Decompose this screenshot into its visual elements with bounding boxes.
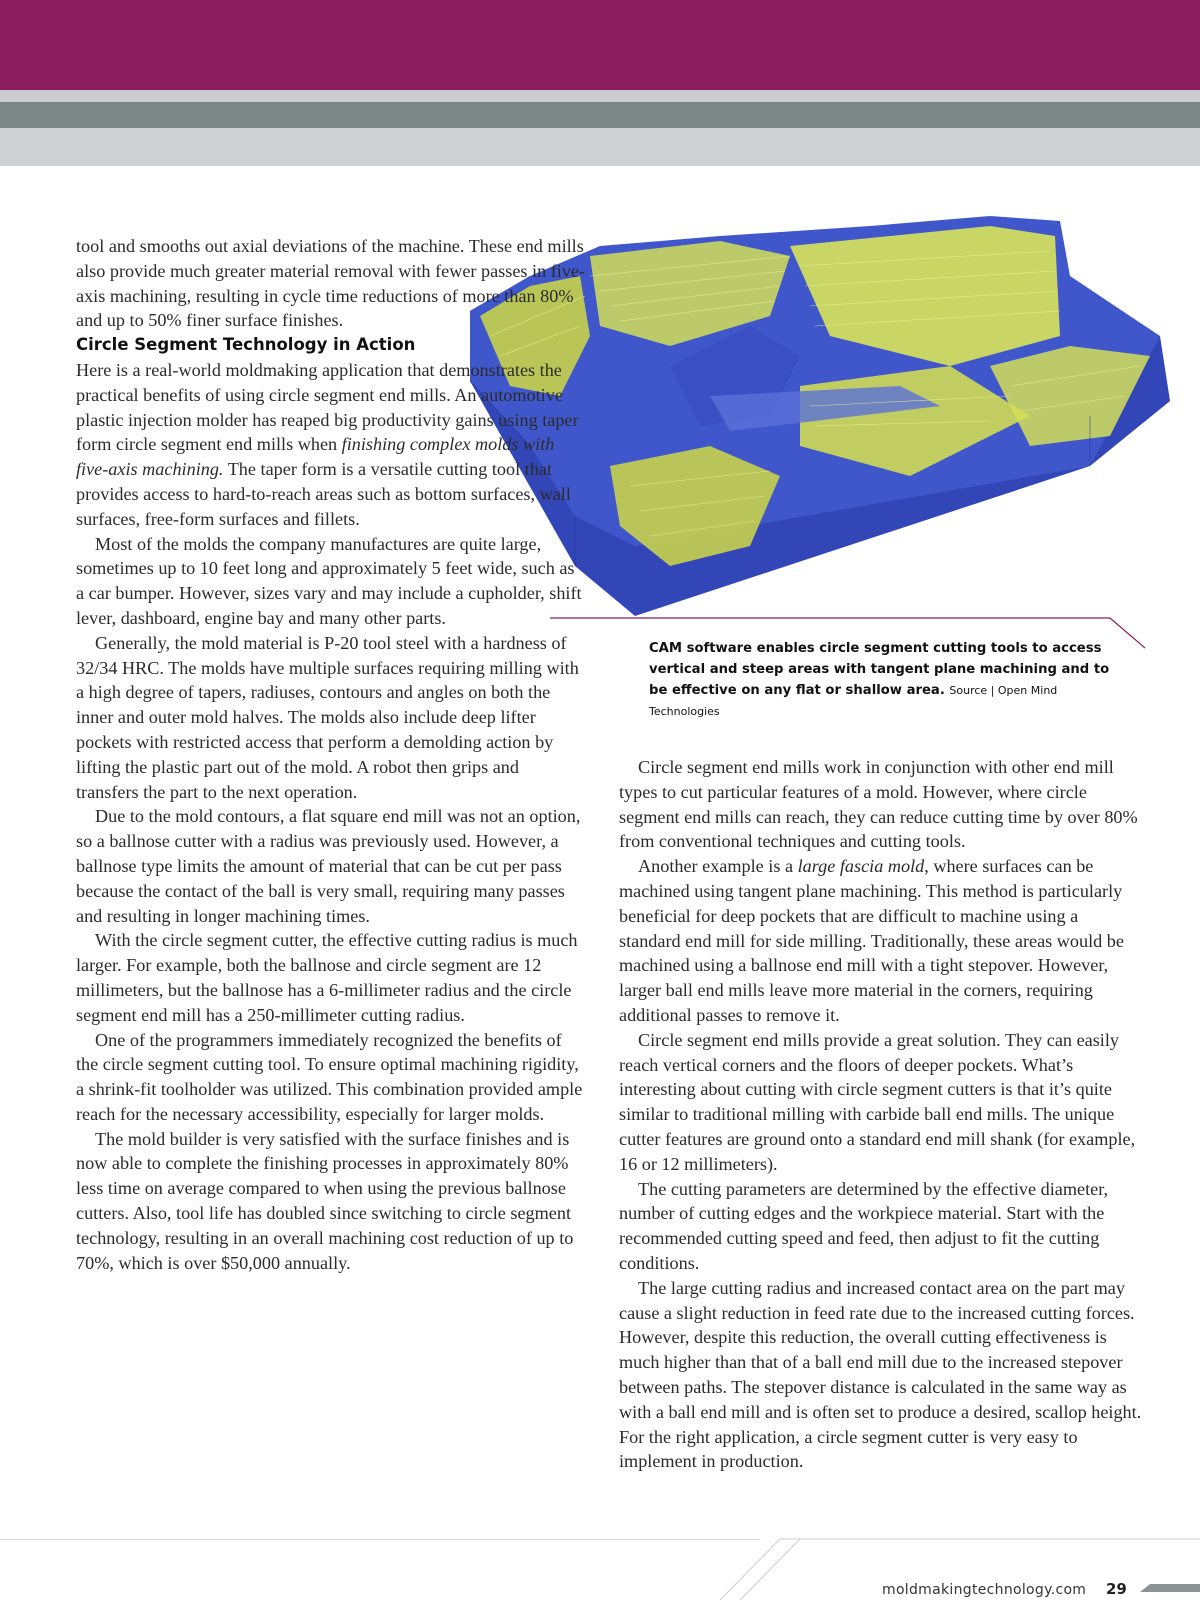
text-run: Another example is a xyxy=(638,856,798,877)
paragraph: With the circle segment cutter, the effective cutting radius is much larger. For example, both the ballnose and circle segment are 12 millimeters, but the ballnose has a 6-millimeter radius and the circle segment end mill has a 250-millimeter cutting radius. xyxy=(76,930,578,1025)
footer-rule xyxy=(0,1539,760,1540)
paragraph: One of the programmers immediately recognized the benefits of the circle segment cutting tool. To ensure optimal machining rigidity, a shrink-fit toolholder was utilized. This combination provided ample reach for the necessary accessibility, especially for larger molds. xyxy=(76,1029,583,1124)
paragraph xyxy=(619,854,1144,1028)
paragraph xyxy=(76,358,586,532)
section-heading: Circle Segment Technology in Action xyxy=(76,335,416,355)
italic-link-text: large fascia mold xyxy=(797,856,925,877)
page-number: 29 xyxy=(1106,1580,1127,1598)
figure-caption xyxy=(649,638,1129,722)
paragraph: Generally, the mold material is P-20 tool steel with a hardness of 32/34 HRC. The molds have multiple surfaces requiring milling with a high degree of tapers, radiuses, contours and angles on both the inner and outer mold halves. The molds also include deep lifter pockets with restricted access that perform a demolding action by lifting the plastic part out of the mold. A robot then grips and transfers the part to the next operation. xyxy=(76,632,579,802)
header-band-gray xyxy=(0,102,1200,128)
text-run: Here is a real-world moldmaking application that demonstrates the practical benefits of using circle segment end mills. An automotive plastic injection molder has reaped big productivity gains using taper form circle segment end mills when xyxy=(76,359,579,455)
caption-source: Source | Open Mind Technologies xyxy=(649,684,1058,718)
paragraph: The mold builder is very satisfied with the surface finishes and is now able to complete the finishing processes in approximately 80% less time on average compared to when using the previous ballnose cutters. Also, tool life has doubled since switching to circle segment technology, resulting in an overall machining cost reduction of up to 70%, which is over $50,000 annually. xyxy=(76,1128,574,1273)
paragraph: Most of the molds the company manufactures are quite large, sometimes up to 10 feet long and approximately 5 feet wide, such as a car bumper. However, sizes vary and may include a cupholder, shift lever, dashboard, engine bay and many other parts. xyxy=(76,533,582,628)
header-band-magenta xyxy=(0,0,1200,90)
left-column xyxy=(76,234,586,1275)
paragraph: Circle segment end mills work in conjunction with other end mill types to cut particular features of a mold. However, where circle segment end mills can reach, they can reduce cutting time by over 80% from conventional techniques and cutting tools. xyxy=(619,757,1138,852)
paragraph: The cutting parameters are determined by the effective diameter, number of cutting edges and the workpiece material. Start with the recommended cutting speed and feed, then adjust to fit the cutting conditions. xyxy=(619,1178,1109,1273)
italic-link-text: finishing complex molds with five-axis machining. xyxy=(76,434,555,480)
paragraph: tool and smooths out axial deviations of the machine. These end mills also provide much greater material removal with fewer passes in five-axis machining, resulting in cycle time reductions of more than 80% and up to 50% finer surface finishes. xyxy=(76,236,586,331)
paragraph: Due to the mold contours, a flat square end mill was not an option, so a ballnose cutter with a radius was previously used. However, a ballnose type limits the amount of material that can be cut per pass because the contact of the ball is very small, requiring many passes and resulting in longer machining times. xyxy=(76,806,581,926)
footer-website: moldmakingtechnology.com xyxy=(882,1582,1087,1598)
paragraph: Circle segment end mills provide a great solution. They can easily reach vertical corners and the floors of deeper pockets. What’s interesting about cutting with circle segment cutters is that it’s quite similar to traditional milling with carbide ball end mills. The unique cutter features are ground onto a standard end mill shank (for example, 16 or 12 millimeters). xyxy=(619,1029,1136,1174)
right-column xyxy=(619,755,1144,1474)
header-band-light-lower xyxy=(0,128,1200,166)
caption-text: CAM software enables circle segment cutting tools to access vertical and steep areas with tangent plane machining and to be effective on any flat or shallow area. xyxy=(649,641,1110,698)
header-band-light xyxy=(0,90,1200,102)
paragraph: The large cutting radius and increased contact area on the part may cause a slight reduction in feed rate due to the increased cutting forces. However, despite this reduction, the overall cutting effectiveness is much higher than that of a ball end mill due to the increased stepover between paths. The stepover distance is calculated in the same way as with a ball end mill and is often set to produce a desired, scallop height. For the right application, a circle segment cutter is very easy to implement in production. xyxy=(619,1277,1142,1472)
text-run: , where surfaces can be machined using tangent plane machining. This method is particularly beneficial for deep pockets that are difficult to machine using a standard end mill for side milling. Traditionally, these areas would be machined using a ballnose end mill with a tight stepover. However, larger ball end mills leave more material in the corners, requiring additional passes to remove it. xyxy=(619,856,1124,1025)
text-run: The taper form is a versatile cutting tool that provides access to hard-to-reach areas such as bottom surfaces, wall surfaces, free-form surfaces and fillets. xyxy=(76,459,571,529)
